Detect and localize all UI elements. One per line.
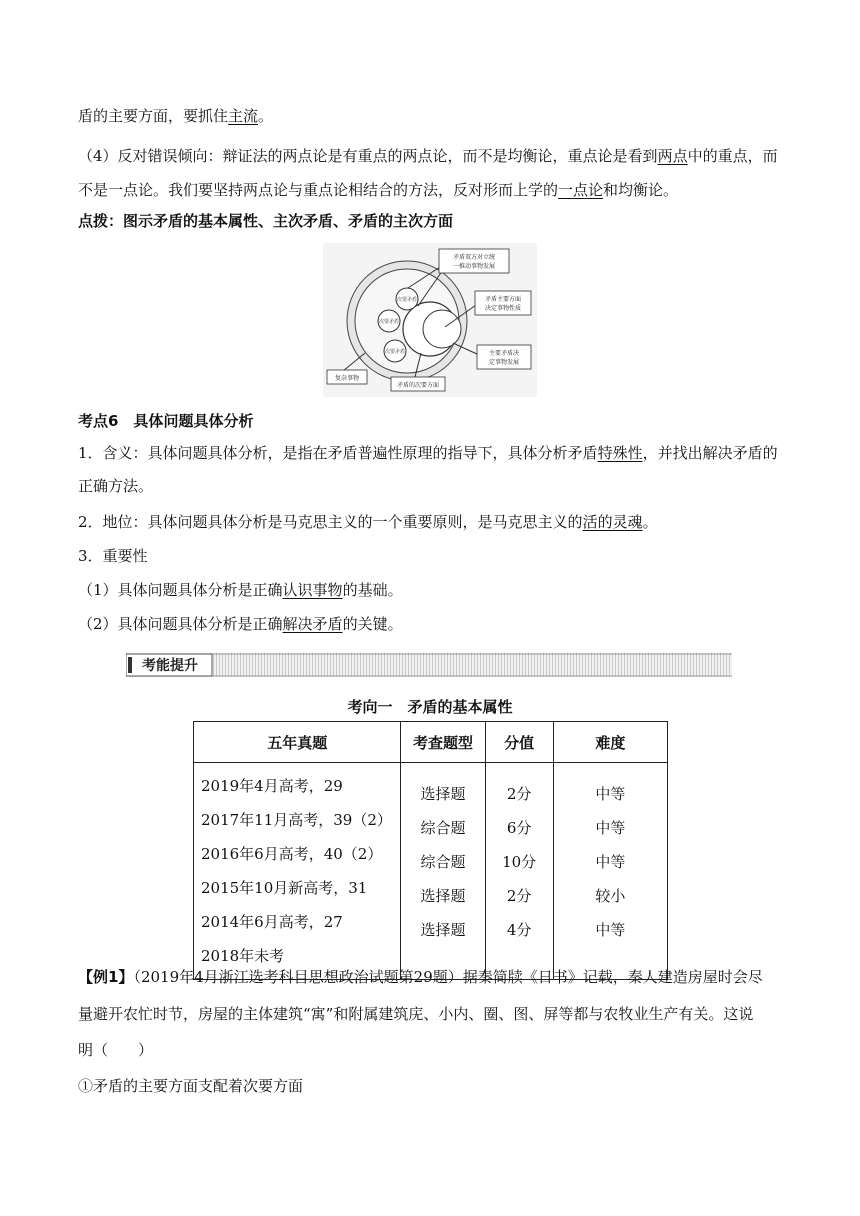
- year-item: 2017年11月高考，39（2）: [201, 811, 392, 829]
- year-item: 2016年6月高考，40（2）: [201, 845, 383, 863]
- score-item: 2分: [506, 785, 532, 803]
- paragraph-meaning-cont: 正确方法。: [78, 477, 154, 495]
- example-1-line3: 明（ ）: [78, 1041, 154, 1059]
- score-item: 2分: [506, 887, 532, 905]
- box1-line2: 一推动事物发展: [452, 263, 496, 270]
- paragraph-status: 2．地位：具体问题具体分析是马克思主义的一个重要原则，是马克思主义的活的灵魂。: [78, 513, 658, 531]
- box1-line1: 矛盾双方对立统: [452, 254, 496, 261]
- col-header-type: 考查题型: [401, 722, 485, 763]
- example-label: 【例1】: [78, 968, 134, 986]
- year-item: 2014年6月高考，27: [201, 913, 343, 931]
- table-title: 考向一 矛盾的基本属性: [347, 698, 513, 716]
- paragraph-importance-1: （1）具体问题具体分析是正确认识事物的基础。: [78, 581, 403, 599]
- box2-line1: 矛盾主要方面: [484, 296, 522, 303]
- option-1: ①矛盾的主要方面支配着次要方面: [78, 1077, 304, 1095]
- box2-line2: 决定事物性质: [484, 305, 522, 312]
- paragraph-importance: 3．重要性: [78, 547, 148, 565]
- score-item: 4分: [506, 921, 532, 939]
- banner-title: 考能提升: [142, 658, 198, 674]
- circle-label-1: 次要矛盾: [396, 297, 418, 303]
- example-1-line1: 【例1】（2019年4月浙江选考科目思想政治试题第29题）据秦简牍《日书》记载，秦人建造房屋时会尽: [78, 968, 763, 986]
- circle-label-3: 次要矛盾: [384, 349, 406, 355]
- types-cell: [401, 763, 485, 980]
- type-item: 综合题: [420, 853, 466, 871]
- years-cell: [194, 763, 401, 980]
- box4-label: 复杂事物: [334, 375, 360, 382]
- col-header-score: 分值: [485, 722, 553, 763]
- difficulty-item: 中等: [595, 819, 626, 837]
- paragraph-main-aspect: 盾的主要方面，要抓住主流。: [78, 107, 274, 125]
- paragraph-wrong-tendency-cont: 不是一点论。我们要坚持两点论与重点论相结合的方法，反对形而上学的一点论和均衡论。: [78, 181, 679, 199]
- paragraph-importance-2: （2）具体问题具体分析是正确解决矛盾的关键。: [78, 615, 403, 633]
- col-header-years: 五年真题: [194, 722, 401, 763]
- scores-cell: [485, 763, 553, 980]
- type-item: 选择题: [420, 921, 466, 939]
- type-item: 选择题: [420, 887, 466, 905]
- section-banner: [126, 653, 732, 677]
- difficulty-item: 较小: [595, 887, 626, 905]
- difficulty-item: 中等: [595, 785, 626, 803]
- type-item: 选择题: [420, 785, 466, 803]
- section-heading-kd6: 考点6 具体问题具体分析: [78, 412, 254, 430]
- example-1-line2: 量避开农忙时节，房屋的主体建筑“寓”和附属建筑庑、小内、圈、图、屏等都与农牧业生产有关。这说: [78, 1005, 754, 1023]
- difficulty-item: 中等: [595, 853, 626, 871]
- year-item: 2015年10月新高考，31: [201, 879, 368, 897]
- paragraph-meaning: 1．含义：具体问题具体分析，是指在矛盾普遍性原理的指导下，具体分析矛盾特殊性，并找出解决矛盾的: [78, 444, 778, 462]
- contradiction-diagram: [323, 243, 537, 397]
- year-item: 2018年未考: [201, 947, 285, 965]
- col-header-difficulty: 难度: [553, 722, 667, 763]
- score-item: 10分: [502, 853, 537, 871]
- difficulty-item: 中等: [595, 921, 626, 939]
- type-item: 综合题: [420, 819, 466, 837]
- exam-table: [193, 721, 668, 980]
- paragraph-wrong-tendency: （4）反对错误倾向：辩证法的两点论是有重点的两点论，而不是均衡论，重点论是看到两点中的重点，而: [78, 147, 778, 165]
- box5-label: 矛盾的次要方面: [396, 382, 440, 389]
- box3-line2: 定事物发展: [488, 359, 520, 366]
- box3-line1: 主要矛盾决: [488, 350, 520, 357]
- year-item: 2019年4月高考，29: [201, 777, 343, 795]
- tip-heading: 点拨：图示矛盾的基本属性、主次矛盾、矛盾的主次方面: [78, 212, 454, 230]
- circle-label-2: 次要矛盾: [378, 319, 400, 325]
- difficulty-cell: [553, 763, 667, 980]
- score-item: 6分: [506, 819, 532, 837]
